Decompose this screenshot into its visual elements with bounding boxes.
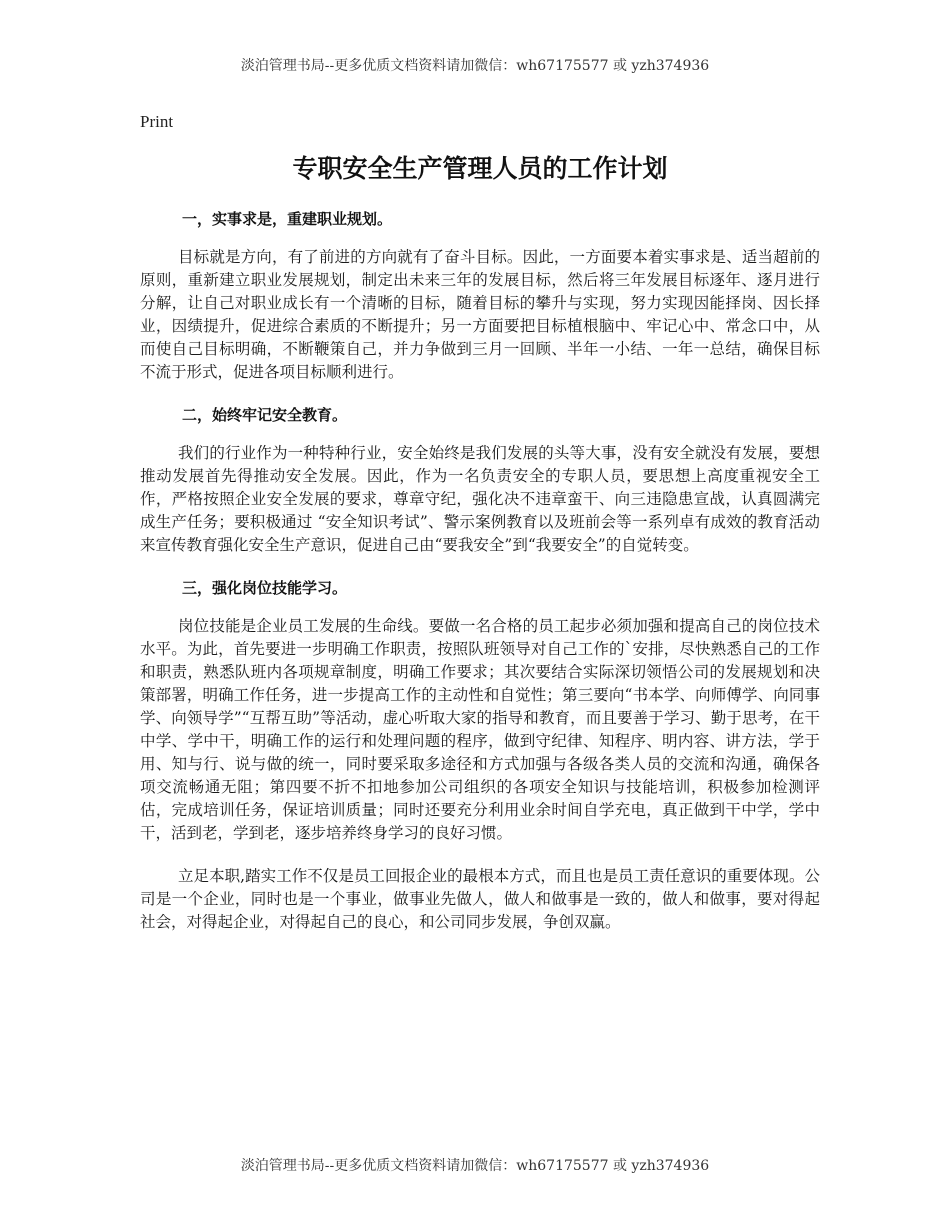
section-skill-learning [140,577,820,845]
closing-paragraph: 立足本职,踏实工作不仅是员工回报企业的最根本方式，而且也是员工责任意识的重要体现。公司是一个企业，同时也是一个事业，做事业先做人，做人和做事是一致的，做人和做事，要对得起社会，对得起企业，对得起自己的良心，和公司同步发展，争创双赢。 [140,867,820,931]
page-footer: 淡泊管理书局--更多优质文档资料请加微信：wh67175577 或 yzh374936 [240,1158,710,1174]
section-paragraph: 我们的行业作为一种特种行业，安全始终是我们发展的头等大事，没有安全就没有发展，要想推动发展首先得推动安全发展。因此，作为一名负责安全的专职人员，要思想上高度重视安全工作，严格按照企业安全发展的要求，尊章守纪，强化决不违章蛮干、向三违隐患宣战，认真圆满完成生产任务；要积极通过 “安全知识考试”、警示案例教育以及班前会等一系列卓有成效的教育活动来宣传教育强化安全生产意识，促进自己由“要我安全”到“我要安全”的自觉转变。 [140,444,820,554]
document-body [140,110,820,954]
page-header: 淡泊管理书局--更多优质文档资料请加微信：wh67175577 或 yzh374936 [240,58,710,74]
section-paragraph: 岗位技能是企业员工发展的生命线。要做一名合格的员工起步必须加强和提高自己的岗位技术水平。为此，首先要进一步明确工作职责，按照队班领导对自己工作的`安排，尽快熟悉自己的工作和职责，熟悉队班内各项规章制度，明确工作要求；其次要结合实际深切领悟公司的发展规划和决策部署，明确工作任务，进一步提高工作的主动性和自觉性；第三要向“书本学、向师傅学、向同事学、向领导学”“互帮互助”等活动，虚心听取大家的指导和教育，而且要善于学习、勤于思考，在干中学、学中干，明确工作的运行和处理问题的程序，做到守纪律、知程序、明内容、讲方法，学于用、知与行、说与做的统一，同时要采取多途径和方式加强与各级各类人员的交流和沟通，确保各项交流畅通无阻；第四要不折不扣地参加公司组织的各项安全知识与技能培训，积极参加检测评估，完成培训任务，保证培训质量；同时还要充分利用业余时间自学充电，真正做到干中学，学中干，活到老，学到老，逐步培养终身学习的良好习惯。 [140,617,820,842]
section-safety-education [140,404,820,557]
section-career-planning [140,208,820,384]
section-heading: 三，强化岗位技能学习。 [182,579,348,597]
document-title: 专职安全生产管理人员的工作计划 [292,154,668,183]
section-heading: 二，始终牢记安全教育。 [182,406,348,424]
section-heading: 一，实事求是，重建职业规划。 [182,210,393,228]
print-label: Print [140,112,174,131]
section-paragraph: 目标就是方向，有了前进的方向就有了奋斗目标。因此，一方面要本着实事求是、适当超前的原则，重新建立职业发展规划，制定出未来三年的发展目标，然后将三年发展目标逐年、逐月进行分解，让自己对职业成长有一个清晰的目标，随着目标的攀升与实现，努力实现因能择岗、因长择业，因绩提升，促进综合素质的不断提升；另一方面要把目标植根脑中、牢记心中、常念口中，从而使自己目标明确，不断鞭策自己，并力争做到三月一回顾、半年一小结、一年一总结，确保目标不流于形式，促进各项目标顺利进行。 [140,248,820,381]
